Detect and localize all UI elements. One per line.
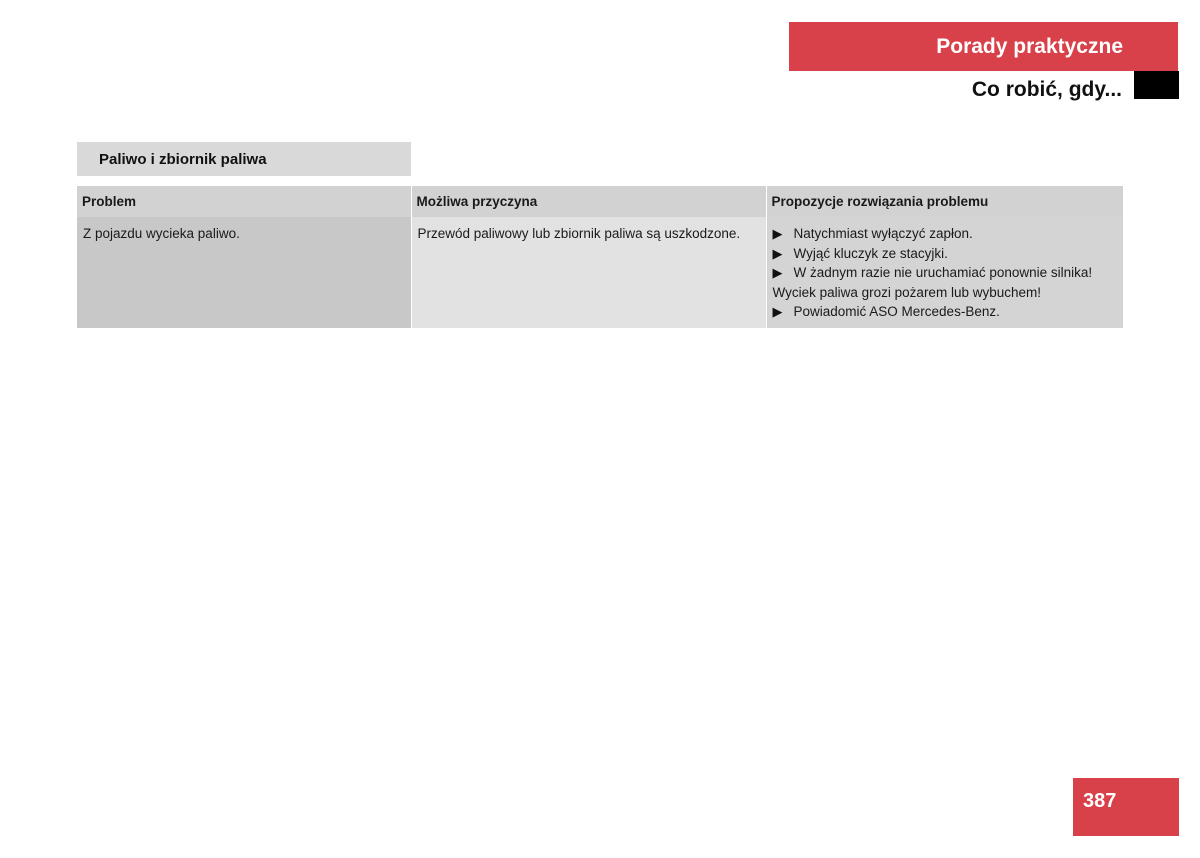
arrow-bullet-icon: ▶ bbox=[772, 226, 783, 241]
chapter-title-bar bbox=[789, 22, 1178, 71]
solution-step bbox=[773, 302, 1118, 322]
solution-cell bbox=[766, 217, 1123, 328]
arrow-bullet-icon: ▶ bbox=[772, 265, 783, 280]
topic-heading bbox=[77, 142, 411, 176]
problem-cell: Z pojazdu wycieka paliwo. bbox=[77, 217, 411, 328]
table-header-row bbox=[77, 186, 1123, 217]
arrow-bullet-icon: ▶ bbox=[772, 304, 783, 319]
page-number-box bbox=[1073, 778, 1179, 836]
solution-step bbox=[773, 263, 1118, 283]
topic-heading-label: Paliwo i zbiornik paliwa bbox=[99, 150, 267, 168]
column-header-problem: Problem bbox=[77, 186, 411, 217]
column-header-solution: Propozycje rozwiązania problemu bbox=[766, 186, 1123, 217]
table-row bbox=[77, 217, 1123, 328]
cause-cell: Przewód paliwowy lub zbiornik paliwa są uszkodzone. bbox=[411, 217, 766, 328]
chapter-title: Porady praktyczne bbox=[936, 34, 1123, 58]
solution-step-text: Wyjąć kluczyk ze stacyjki. bbox=[793, 245, 948, 261]
page-number: 387 bbox=[1083, 790, 1117, 812]
solution-warning-text: Wyciek paliwa grozi pożarem lub wybuchem! bbox=[772, 284, 1041, 300]
column-header-cause: Możliwa przyczyna bbox=[411, 186, 766, 217]
solution-step bbox=[773, 224, 1118, 244]
solution-step-text: Powiadomić ASO Mercedes-Benz. bbox=[793, 304, 1000, 319]
section-title: Co robić, gdy... bbox=[971, 78, 1122, 101]
solution-step-text: Natychmiast wyłączyć zapłon. bbox=[793, 226, 973, 241]
solution-step-text: W żadnym razie nie uruchamiać ponownie silnika! bbox=[793, 265, 1093, 280]
arrow-bullet-icon: ▶ bbox=[772, 245, 783, 261]
solution-warning bbox=[773, 283, 1118, 303]
solution-step bbox=[773, 244, 1118, 264]
thumb-index-tab bbox=[1134, 71, 1179, 99]
troubleshooting-table bbox=[77, 186, 1123, 328]
